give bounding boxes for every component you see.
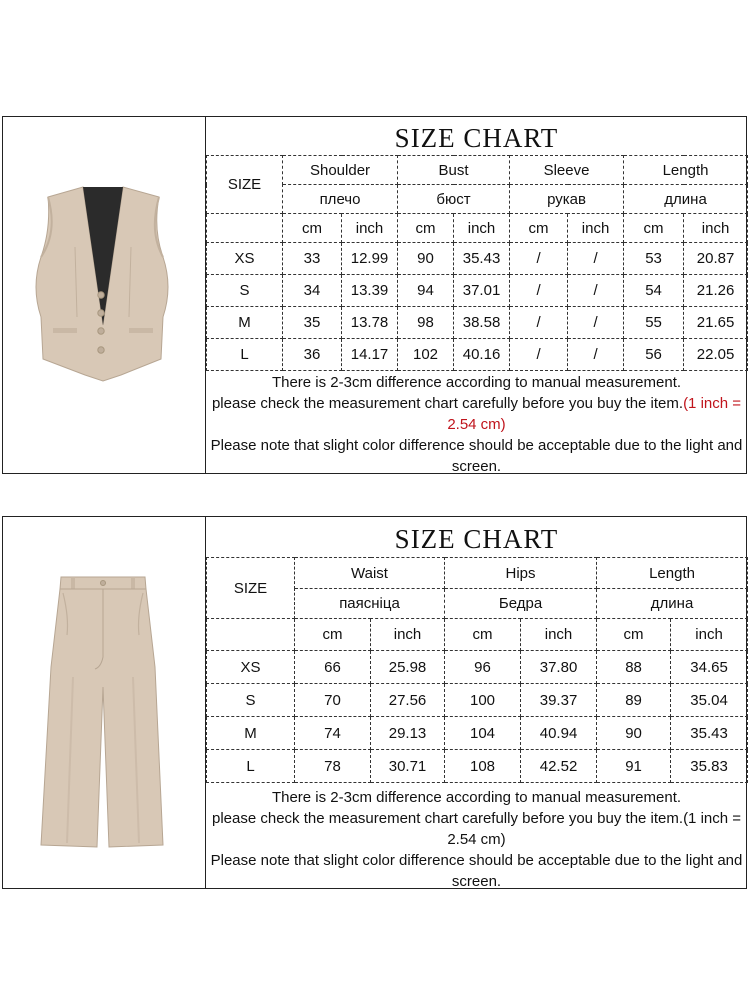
note-check-chart: please check the measurement chart carefully before you buy the item.(1 inch = 2.54 cm)	[211, 810, 742, 848]
value-cell: 21.65	[684, 307, 748, 339]
table-row	[207, 339, 748, 371]
note-check-chart	[206, 393, 747, 435]
unit-cell: cm	[510, 214, 568, 243]
sleeve-header-ru: рукав	[510, 185, 624, 214]
value-cell: 22.05	[684, 339, 748, 371]
value-cell: 78	[295, 750, 371, 783]
value-cell: 14.17	[342, 339, 398, 371]
value-cell: 39.37	[521, 684, 597, 717]
unit-cell: cm	[295, 619, 371, 651]
value-cell: 20.87	[684, 243, 748, 275]
value-cell: 34.65	[671, 651, 748, 684]
pants-size-chart-card	[2, 516, 747, 889]
value-cell: 42.52	[521, 750, 597, 783]
value-cell: 108	[445, 750, 521, 783]
table-row	[207, 651, 748, 684]
value-cell: 35.83	[671, 750, 748, 783]
hips-header: Hips	[445, 558, 597, 589]
size-cell: S	[207, 684, 295, 717]
unit-cell: cm	[283, 214, 342, 243]
note-color-difference: Please note that slight color difference should be acceptable due to the light and screen.	[210, 852, 743, 890]
value-cell: 88	[597, 651, 671, 684]
note-measurement-difference: There is 2-3cm difference according to manual measurement.	[271, 789, 682, 806]
vest-chart-panel	[206, 117, 746, 473]
unit-cell: inch	[371, 619, 445, 651]
value-cell: /	[568, 307, 624, 339]
value-cell: 30.71	[371, 750, 445, 783]
value-cell: 74	[295, 717, 371, 750]
note-measurement-difference: There is 2-3cm difference according to manual measurement.	[271, 374, 682, 391]
value-cell: 27.56	[371, 684, 445, 717]
bust-header-ru: бюст	[398, 185, 510, 214]
vest-chart-title: SIZE CHART	[394, 123, 559, 153]
value-cell: /	[568, 339, 624, 371]
value-cell: 102	[398, 339, 454, 371]
unit-cell: cm	[597, 619, 671, 651]
value-cell: /	[510, 339, 568, 371]
value-cell: 35.43	[454, 243, 510, 275]
vest-size-chart-card	[2, 116, 747, 474]
value-cell: 96	[445, 651, 521, 684]
vest-photo	[3, 117, 206, 473]
value-cell: 35.43	[671, 717, 748, 750]
unit-cell: cm	[445, 619, 521, 651]
table-row	[207, 717, 748, 750]
length-header-ru: длина	[597, 589, 748, 619]
size-cell: L	[207, 339, 283, 371]
table-row	[207, 750, 748, 783]
unit-cell: inch	[684, 214, 748, 243]
value-cell: 94	[398, 275, 454, 307]
value-cell: 35	[283, 307, 342, 339]
pants-notes	[206, 787, 747, 892]
unit-cell: inch	[454, 214, 510, 243]
unit-cell: inch	[671, 619, 748, 651]
unit-cell: cm	[624, 214, 684, 243]
table-row	[207, 275, 748, 307]
value-cell: 36	[283, 339, 342, 371]
pants-size-table	[206, 557, 748, 783]
value-cell: 90	[398, 243, 454, 275]
value-cell: /	[510, 275, 568, 307]
size-cell: XS	[207, 651, 295, 684]
value-cell: 37.01	[454, 275, 510, 307]
waist-header: Waist	[295, 558, 445, 589]
shoulder-header-ru: плечо	[283, 185, 398, 214]
value-cell: 40.16	[454, 339, 510, 371]
unit-spacer	[207, 619, 295, 651]
unit-cell: inch	[568, 214, 624, 243]
pants-image	[3, 517, 203, 887]
table-row	[207, 243, 748, 275]
value-cell: 25.98	[371, 651, 445, 684]
pants-photo	[3, 517, 206, 888]
value-cell: 34	[283, 275, 342, 307]
value-cell: 13.78	[342, 307, 398, 339]
vest-notes	[206, 372, 747, 477]
note-color-difference: Please note that slight color difference should be acceptable due to the light and screen.	[210, 437, 743, 475]
value-cell: 55	[624, 307, 684, 339]
waist-header-ru: паясніца	[295, 589, 445, 619]
value-cell: 91	[597, 750, 671, 783]
bust-header: Bust	[398, 156, 510, 185]
value-cell: 70	[295, 684, 371, 717]
value-cell: /	[510, 243, 568, 275]
size-header: SIZE	[207, 558, 295, 619]
note-check-chart-text: please check the measurement chart carefully before you buy the item.	[211, 395, 684, 412]
value-cell: /	[510, 307, 568, 339]
value-cell: 89	[597, 684, 671, 717]
length-header: Length	[597, 558, 748, 589]
value-cell: 33	[283, 243, 342, 275]
size-cell: L	[207, 750, 295, 783]
size-header: SIZE	[207, 156, 283, 214]
value-cell: 98	[398, 307, 454, 339]
size-cell: M	[207, 717, 295, 750]
unit-cell: inch	[521, 619, 597, 651]
value-cell: 104	[445, 717, 521, 750]
value-cell: 54	[624, 275, 684, 307]
value-cell: 40.94	[521, 717, 597, 750]
pants-chart-title: SIZE CHART	[394, 524, 559, 554]
vest-size-table	[206, 155, 748, 371]
pants-chart-panel	[206, 517, 746, 888]
value-cell: 90	[597, 717, 671, 750]
value-cell: 21.26	[684, 275, 748, 307]
value-cell: 29.13	[371, 717, 445, 750]
size-cell: S	[207, 275, 283, 307]
shoulder-header: Shoulder	[283, 156, 398, 185]
sleeve-header: Sleeve	[510, 156, 624, 185]
value-cell: 53	[624, 243, 684, 275]
length-header-ru: длина	[624, 185, 748, 214]
value-cell: 38.58	[454, 307, 510, 339]
unit-cell: cm	[398, 214, 454, 243]
vest-image	[3, 117, 203, 472]
hips-header-ru: Бедра	[445, 589, 597, 619]
value-cell: /	[568, 275, 624, 307]
length-header: Length	[624, 156, 748, 185]
value-cell: 35.04	[671, 684, 748, 717]
value-cell: 100	[445, 684, 521, 717]
value-cell: /	[568, 243, 624, 275]
table-row	[207, 307, 748, 339]
note-inch-conversion: (1 inch = 2.54 cm)	[447, 395, 742, 433]
value-cell: 56	[624, 339, 684, 371]
size-cell: XS	[207, 243, 283, 275]
size-cell: M	[207, 307, 283, 339]
value-cell: 37.80	[521, 651, 597, 684]
unit-cell: inch	[342, 214, 398, 243]
value-cell: 66	[295, 651, 371, 684]
value-cell: 13.39	[342, 275, 398, 307]
value-cell: 12.99	[342, 243, 398, 275]
unit-spacer	[207, 214, 283, 243]
table-row	[207, 684, 748, 717]
